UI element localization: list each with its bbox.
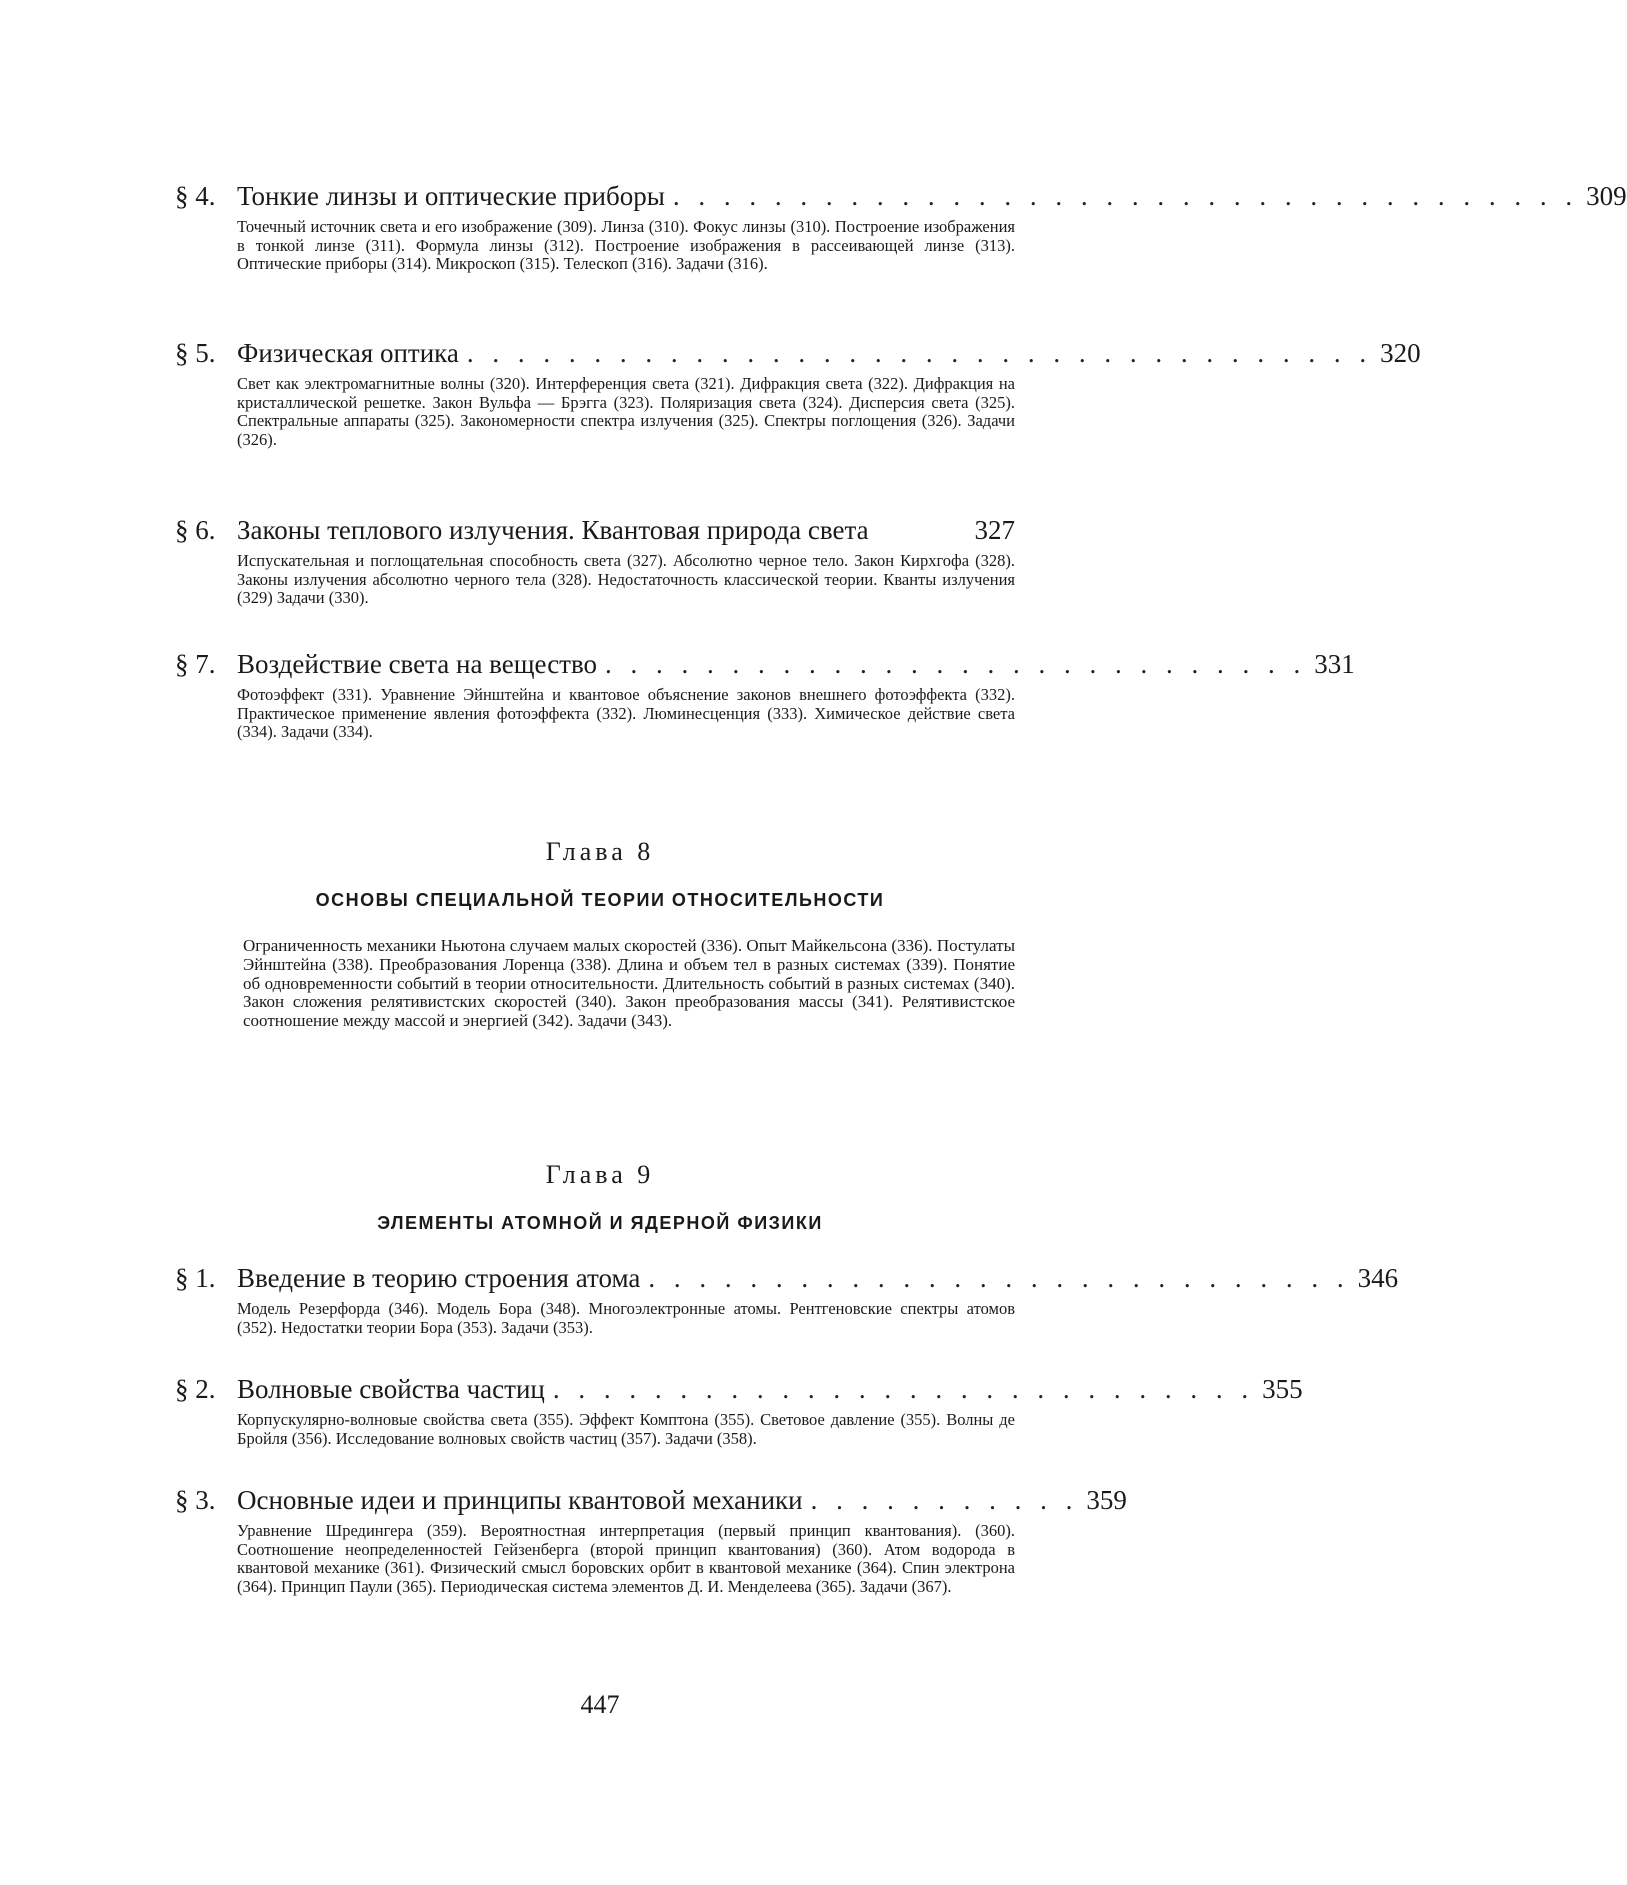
- toc-section-4: [175, 180, 1627, 274]
- section-description: Модель Резерфорда (346). Модель Бора (348). Многоэлектронные атомы. Рентгеновские спектры атомов (352). Недостатки теории Бора (353). Задачи (353).: [237, 1299, 1015, 1337]
- section-page: 320: [1380, 338, 1421, 368]
- chapter-9-title: ЭЛЕМЕНТЫ АТОМНОЙ И ЯДЕРНОЙ ФИЗИКИ: [377, 1213, 823, 1233]
- section-heading: [175, 1484, 1127, 1516]
- section-heading: [175, 1373, 1303, 1405]
- section-page: 359: [1086, 1485, 1127, 1515]
- toc-ch9-section-3: [175, 1484, 1127, 1596]
- section-heading: [175, 337, 1421, 369]
- section-heading: [175, 648, 1355, 680]
- section-number: § 5.: [175, 338, 216, 368]
- section-description: Фотоэффект (331). Уравнение Эйнштейна и квантовое объяснение законов внешнего фотоэффекта (332). Практическое применение явления фотоэффекта (332). Люминесценция (333). Химическое действие света (334). Задачи (334).: [237, 685, 1015, 741]
- section-title: Физическая оптика: [237, 338, 459, 368]
- section-page: 346: [1357, 1263, 1399, 1293]
- leader-dots: . . . . . . . . . . . . . . . . . . . . . . . . . . . .: [648, 1263, 1350, 1293]
- section-heading: [175, 1262, 1399, 1294]
- section-description: Точечный источник света и его изображение (309). Линза (310). Фокус линзы (310). Построение изображения в тонкой линзе (311). Формула линзы (312). Построение изображения в рассеивающей линзе (313). Оптические приборы (314). Микроскоп (315). Телескоп (316). Задачи (316).: [237, 217, 1015, 273]
- section-page: 355: [1262, 1374, 1303, 1404]
- toc-ch9-section-2: [175, 1373, 1303, 1448]
- leader-dots: . . . . . . . . . . .: [810, 1485, 1079, 1515]
- leader-dots: . . . . . . . . . . . . . . . . . . . . . . . . . . . . . . . . . . . .: [672, 181, 1579, 211]
- section-title: Введение в теорию строения атома: [237, 1263, 641, 1293]
- section-number: § 3.: [175, 1485, 216, 1515]
- chapter-8-label: Глава 8: [545, 837, 655, 866]
- chapter-9-label: Глава 9: [545, 1160, 655, 1189]
- toc-section-5: [175, 337, 1421, 449]
- section-page: 327: [974, 515, 1015, 545]
- section-number: § 7.: [175, 649, 216, 679]
- chapter-8-description: Ограниченность механики Ньютона случаем малых скоростей (336). Опыт Майкельсона (336). Постулаты Эйнштейна (338). Преобразования Лоренца (338). Длина и объем тел в разных системах (339). Понятие об одновременности событий в теории относительности. Длительность событий в разных системах (340). Закон сложения релятивистских скоростей (340). Закон преобразования массы (341). Релятивистское соотношение между массой и энергией (342). Задачи (343).: [243, 936, 1015, 1031]
- section-number: § 4.: [175, 181, 216, 211]
- section-heading: [175, 180, 1627, 212]
- section-number: § 1.: [175, 1263, 216, 1293]
- leader-dots: . . . . . . . . . . . . . . . . . . . . . . . . . . . .: [552, 1374, 1255, 1404]
- section-page: 331: [1314, 649, 1355, 679]
- section-page: 309: [1586, 181, 1627, 211]
- section-title: Основные идеи и принципы квантовой механики: [237, 1485, 803, 1515]
- chapter-8-title: ОСНОВЫ СПЕЦИАЛЬНОЙ ТЕОРИИ ОТНОСИТЕЛЬНОСТИ: [315, 890, 885, 910]
- section-description: Испускательная и поглощательная способность света (327). Абсолютно черное тело. Закон Кирхгофа (328). Законы излучения абсолютно черного тела (328). Недостаточность классической теории. Кванты излучения (329) Задачи (330).: [237, 551, 1015, 607]
- toc-section-6: [175, 514, 1015, 608]
- section-description: Уравнение Шредингера (359). Вероятностная интерпретация (первый принцип квантования). (360). Соотношение неопределенностей Гейзенберга (второй принцип квантования) (360). Атом водорода в квантовой механике (361). Физический смысл боровских орбит в квантовой механике (364). Спин электрона (364). Принцип Паули (365). Периодическая система элементов Д. И. Менделеева (365). Задачи (367).: [237, 1521, 1015, 1596]
- section-title: Воздействие света на вещество: [237, 649, 598, 679]
- section-number: § 6.: [175, 515, 216, 545]
- section-title: Волновые свойства частиц: [237, 1374, 545, 1404]
- page-number: 447: [580, 1690, 620, 1719]
- section-description: Корпускулярно-волновые свойства света (355). Эффект Комптона (355). Световое давление (355). Волны де Бройля (356). Исследование волновых свойств частиц (357). Задачи (358).: [237, 1410, 1015, 1448]
- section-description: Свет как электромагнитные волны (320). Интерференция света (321). Дифракция света (322). Дифракция на кристаллической решетке. Закон Вульфа — Брэгга (323). Поляризация света (324). Дисперсия света (325). Спектральные аппараты (325). Закономерности спектра излучения (325). Спектры поглощения (326). Задачи (326).: [237, 374, 1015, 449]
- section-title: Тонкие линзы и оптические приборы: [237, 181, 665, 211]
- leader-dots: . . . . . . . . . . . . . . . . . . . . . . . . . . . . . . . . . . . .: [466, 338, 1373, 368]
- leader-dots: . . . . . . . . . . . . . . . . . . . . . . . . . . . .: [605, 649, 1307, 679]
- toc-ch9-section-1: [175, 1262, 1399, 1337]
- toc-section-7: [175, 648, 1355, 742]
- section-heading: [175, 514, 1015, 546]
- section-title: Законы теплового излучения. Квантовая природа света: [237, 515, 869, 545]
- section-number: § 2.: [175, 1374, 216, 1404]
